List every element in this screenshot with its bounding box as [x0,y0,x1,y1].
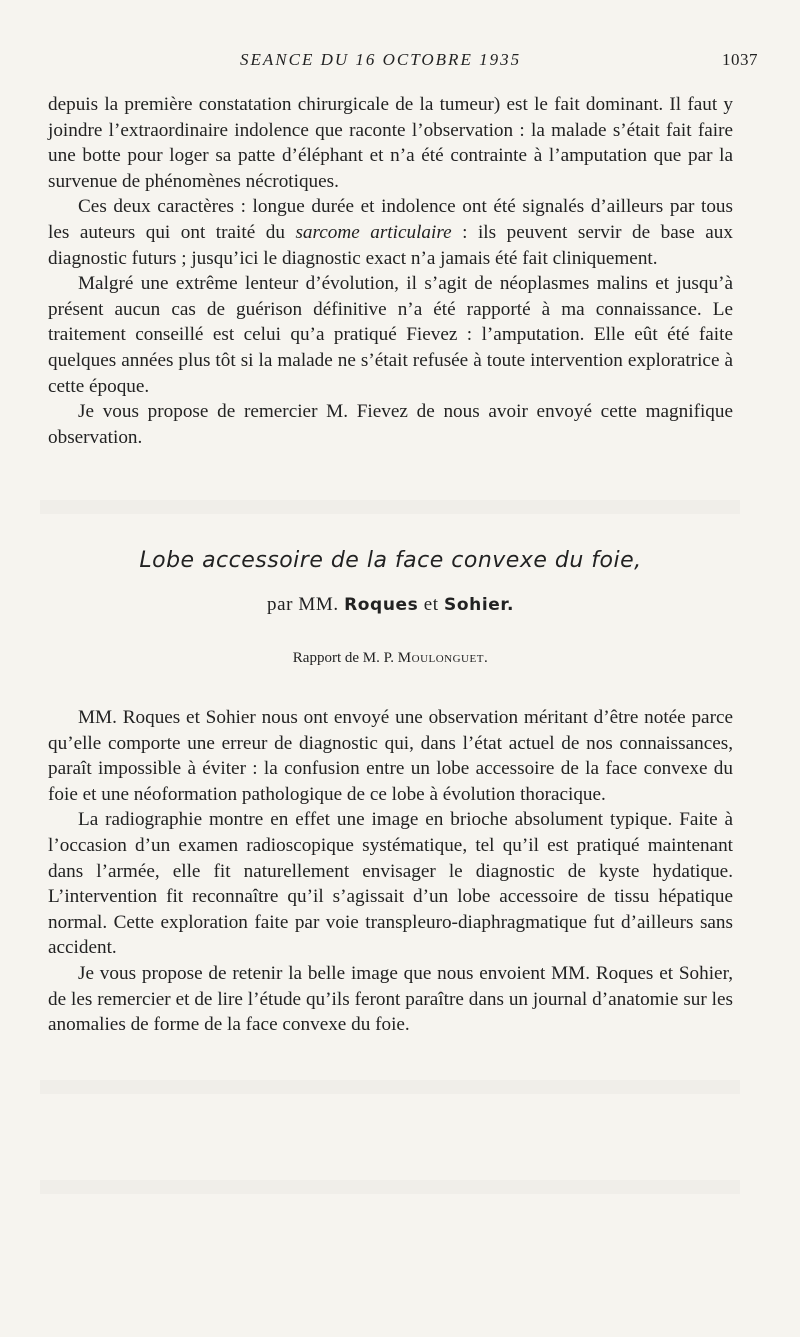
report-attribution [48,650,733,667]
paragraph: MM. Roques et Sohier nous ont envoyé une observation méritant d’être notée parce qu’elle comporte une erreur de diagnostic qui, dans l’état actuel de nos connaissances, paraît impossible à éviter : la confusion entre un lobe accessoire de la face convexe du foie et une néoformation pathologique de ce lobe à évolution thoracique. [48,707,733,805]
report-prefix: Rapport de M. P. [292,650,395,666]
paragraph: depuis la première constatation chirurgicale de la tumeur) est le fait dominant. Il faut y joindre l’extraordinaire indolence que raconte l’observation : la malade s’était fait faire une botte pour loger sa patte d’éléphant et n’a été contrainte à l’amputation que par la survenue de phénomènes nécrotiques. [48,94,733,192]
rapporteur-name: Moulonguet. [397,650,489,666]
report-text [48,705,733,1038]
running-title: SEANCE DU 16 OCTOBRE 1935 [240,50,522,69]
article-title: Lobe accessoire de la face convexe du foie, [139,548,642,573]
paragraph: Je vous propose de retenir la belle image que nous envoient MM. Roques et Sohier, de les remercier et de lire l’étude qu’ils feront paraître dans un journal d’anatomie sur les anomalies de forme de la face convexe du foie. [48,962,733,1036]
bleed-through-texture [40,1080,740,1094]
previous-report-text [48,92,733,450]
author-name: Sohier. [444,595,515,615]
author-name: Roques [344,595,419,615]
byline [48,594,733,616]
running-header [230,50,758,76]
paragraph-text: : ils peuvent servir de base aux diagnostic futurs ; jusqu’ici le diagnostic exact n’a jamais été fait cliniquement. [48,221,733,269]
bleed-through-texture [40,1180,740,1194]
page-number: 1037 [722,50,758,69]
paragraph: Je vous propose de remercier M. Fievez de nous avoir envoyé cette magnifique observation. [48,401,733,448]
byline-conjunction: et [423,594,439,615]
bleed-through-texture [40,500,740,514]
paragraph: Malgré une extrême lenteur d’évolution, il s’agit de néoplasmes malins et jusqu’à présent aucun cas de guérison définitive n’a été rapporté à ma connaissance. Le traitement conseillé est celui qu’a pratiqué Fievez : l’amputation. Elle eût été faite quelques années plus tôt si la malade ne s’était refusée à toute intervention exploratrice à cette époque. [48,273,733,397]
italic-term: sarcome articulaire [295,221,452,243]
paragraph-text: Ces deux caractères : longue durée et indolence ont été signalés d’ailleurs par tous les auteurs qui ont traité du [48,196,733,243]
byline-prefix: par MM. [266,594,339,615]
paragraph [48,194,733,271]
paragraph: La radiographie montre en effet une image en brioche absolument typique. Faite à l’occasion d’un examen radioscopique systématique, tel qu’il est pratiqué maintenant dans l’armée, elle fit naturellement envisager le diagnostic de kyste hydatique. L’intervention fit reconnaître qu’il s’agissait d’un lobe accessoire de tissu hépatique normal. Cette exploration faite par voie transpleuro-diaphragmatique fut d’ailleurs sans accident. [48,809,733,959]
